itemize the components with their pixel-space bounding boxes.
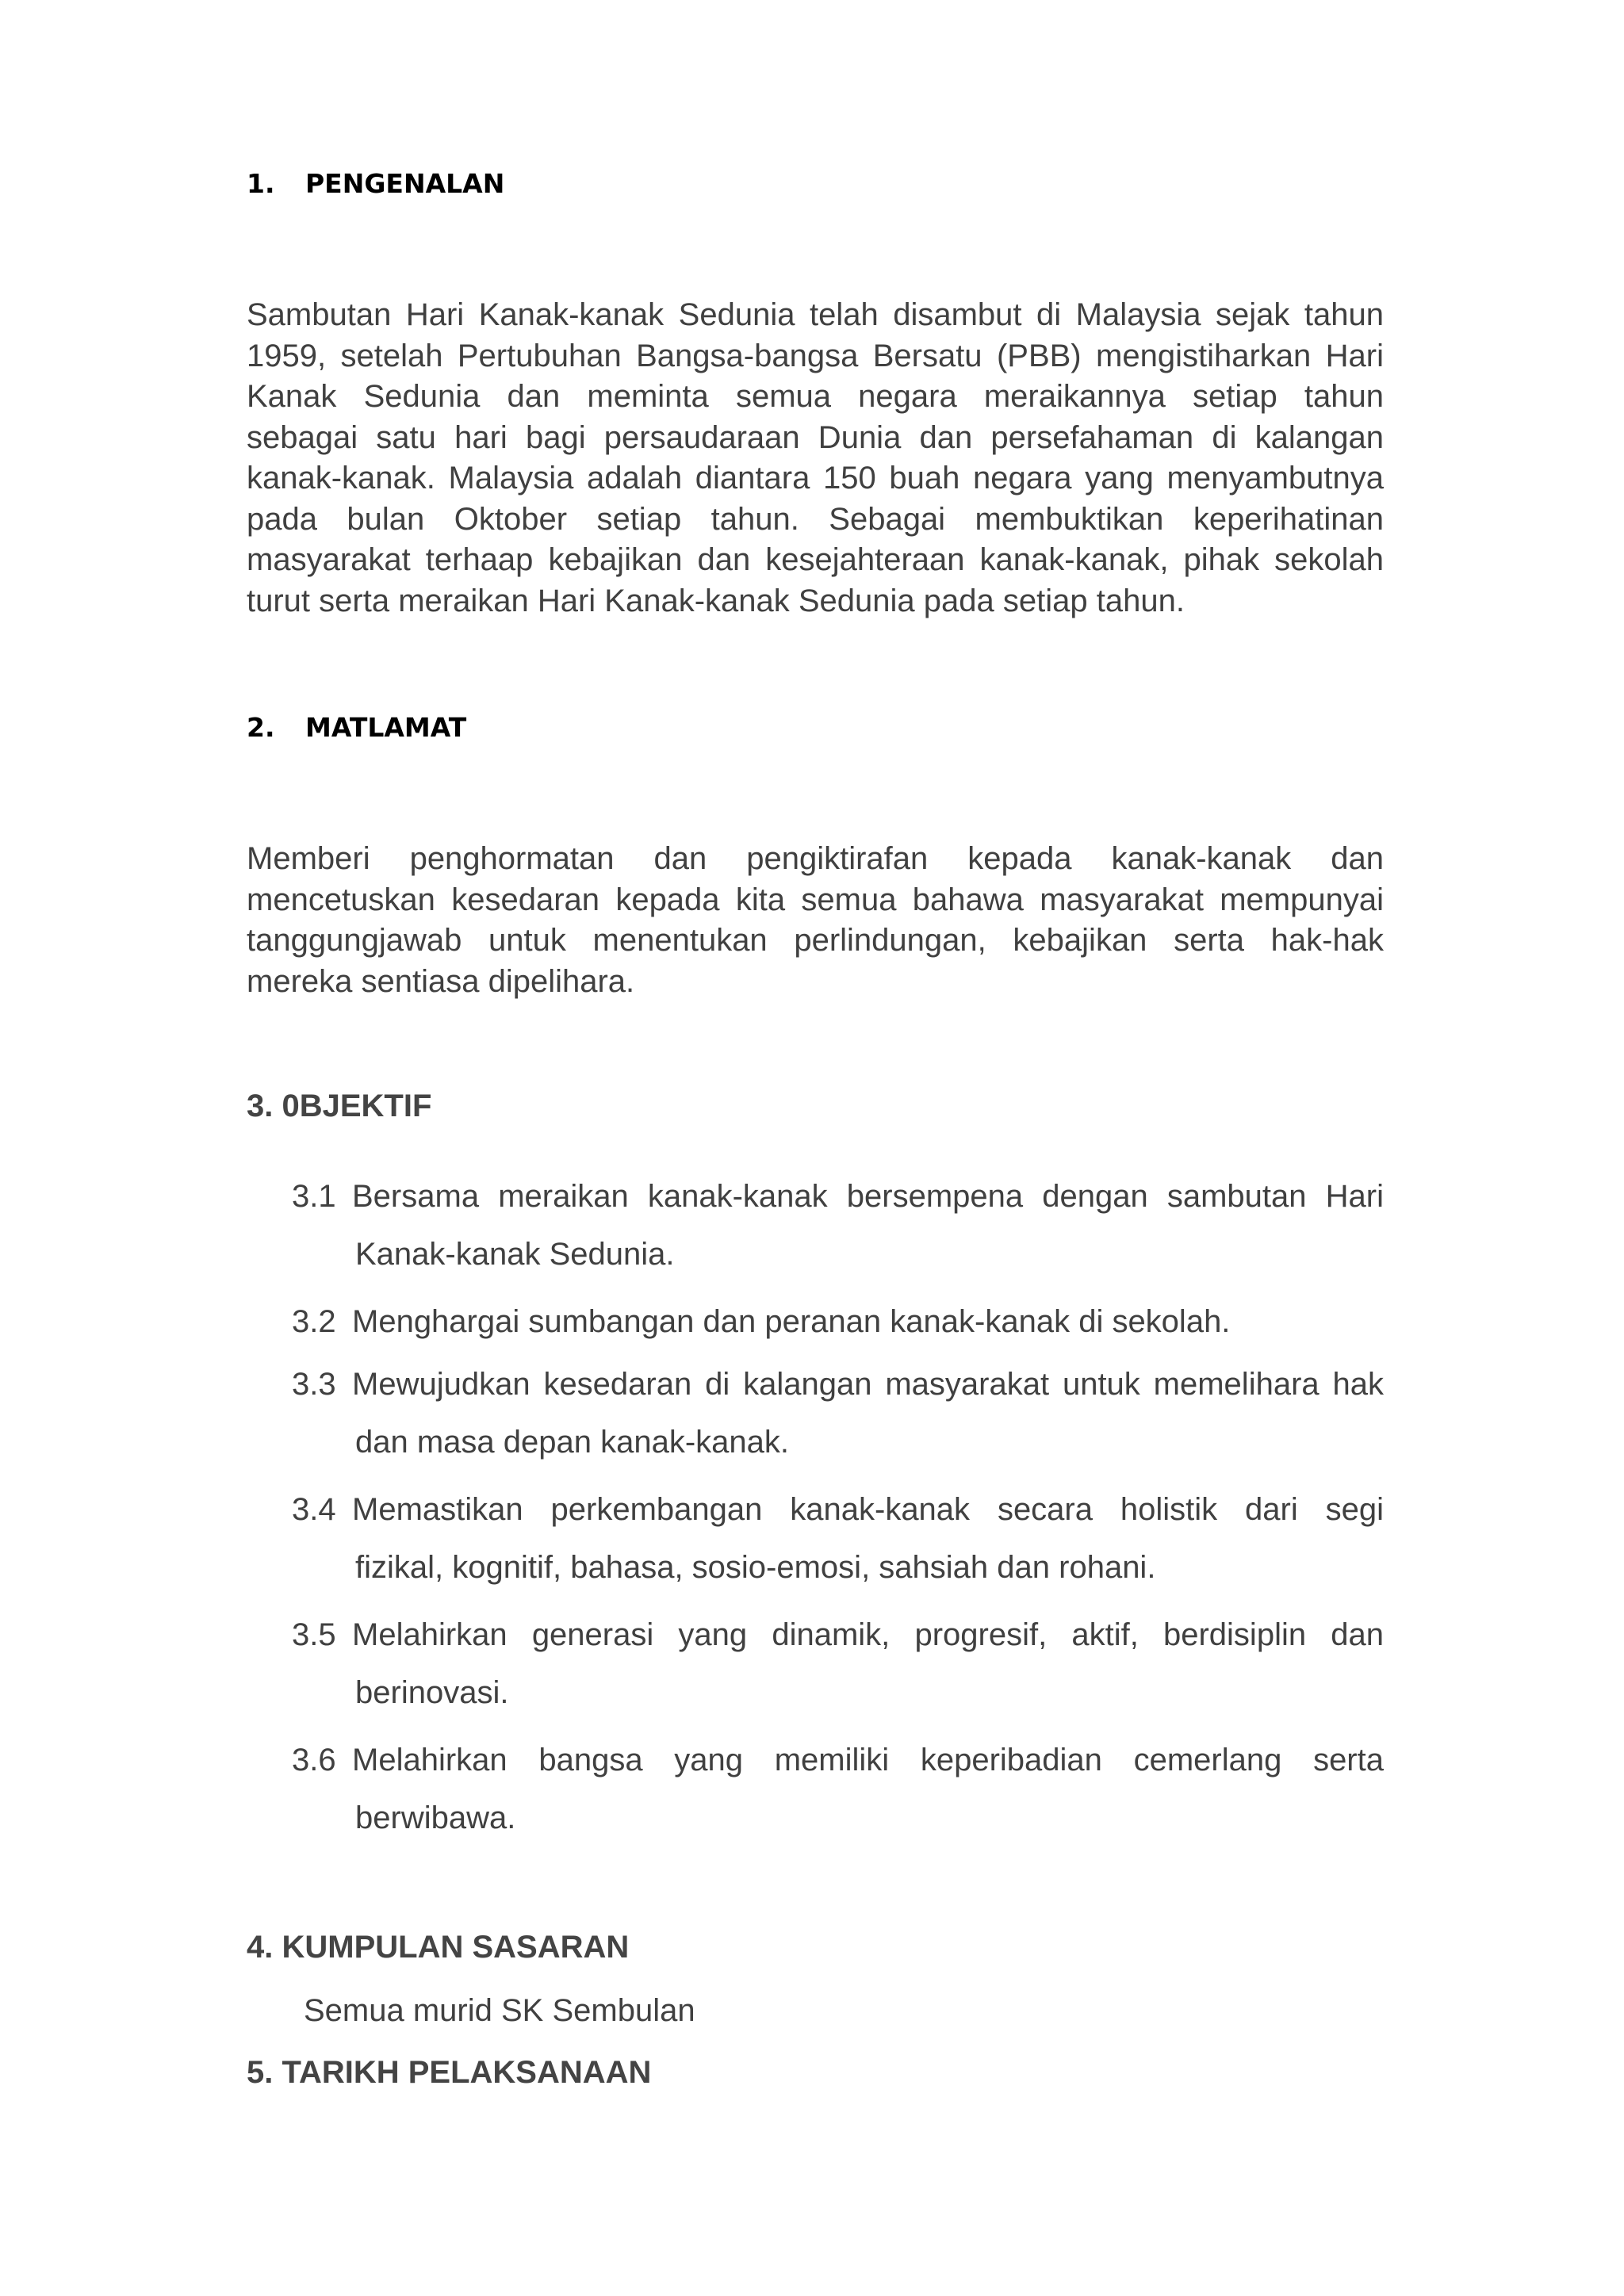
paragraph-line: Memberi penghormatan dan pengiktirafan kepada kanak-kanak dan [247,841,1384,876]
paragraph-line: 1959, setelah Pertubuhan Bangsa-bangsa Bersatu (PBB) mengistiharkan Hari [247,338,1384,373]
section-heading-tarikh-pelaksanaan: 5. TARIKH PELAKSANAAN [247,2055,652,2090]
paragraph-line: mencetuskan kesedaran kepada kita semua bahawa masyarakat mempunyai [247,882,1384,917]
section-number: 1. [247,168,275,199]
objective-item [292,1304,1384,1340]
paragraph-line: tanggungjawab untuk menentukan perlindungan, kebajikan serta hak-hak [247,923,1384,958]
paragraph-pengenalan [247,295,1384,622]
objective-text: Melahirkan generasi yang dinamik, progresif, aktif, berdisiplin dan [352,1617,1384,1652]
section-heading-matlamat [247,712,466,743]
objective-number: 3.6 [292,1743,336,1777]
objective-item [292,1367,1384,1460]
objective-text-continuation: dan masa depan kanak-kanak. [355,1425,790,1460]
objective-text-continuation: fizikal, kognitif, bahasa, sosio-emosi, sahsiah dan rohani. [355,1550,1156,1585]
paragraph-line: kanak-kanak. Malaysia adalah diantara 150 buah negara yang menyambutnya [247,461,1384,496]
objective-text: Mewujudkan kesedaran di kalangan masyarakat untuk memelihara hak [352,1367,1384,1402]
section-heading-kumpulan-sasaran: 4. KUMPULAN SASARAN [247,1930,630,1965]
paragraph-line: masyarakat terhaap kebajikan dan kesejahteraan kanak-kanak, pihak sekolah [247,542,1384,577]
paragraph-line: pada bulan Oktober setiap tahun. Sebagai membuktikan keperihatinan [247,501,1384,537]
objective-number: 3.1 [292,1179,336,1214]
paragraph-line: Sambutan Hari Kanak-kanak Sedunia telah disambut di Malaysia sejak tahun [247,297,1384,332]
objective-text-continuation: Kanak-kanak Sedunia. [355,1237,675,1272]
objective-number: 3.3 [292,1367,336,1402]
objective-text: Menghargai sumbangan dan peranan kanak-kanak di sekolah. [352,1304,1231,1339]
section-number: 2. [247,712,275,743]
objective-text-continuation: berinovasi. [355,1675,509,1710]
paragraph-matlamat [247,839,1384,1002]
section-heading-pengenalan [247,168,504,199]
paragraph-line: Kanak Sedunia dan meminta semua negara meraikannya setiap tahun [247,379,1384,414]
objective-number: 3.4 [292,1492,336,1527]
objective-item [292,1743,1384,1836]
paragraph-line: sebagai satu hari bagi persaudaraan Dunia dan persefahaman di kalangan [247,419,1384,455]
target-group-text: Semua murid SK Sembulan [304,1993,695,2028]
objective-text: Melahirkan bangsa yang memiliki keperibadian cemerlang serta [352,1743,1384,1777]
objective-text: Memastikan perkembangan kanak-kanak secara holistik dari segi [352,1492,1384,1527]
paragraph-line: turut serta meraikan Hari Kanak-kanak Sedunia pada setiap tahun. [247,583,1185,618]
objective-item [292,1617,1384,1711]
objective-item [292,1179,1384,1272]
objective-item [292,1492,1384,1586]
objective-number: 3.5 [292,1617,336,1652]
objective-text-continuation: berwibawa. [355,1800,516,1835]
section-title: PENGENALAN [305,168,505,199]
section-heading-objektif: 3. 0BJEKTIF [247,1089,432,1123]
objective-number: 3.2 [292,1304,336,1339]
objective-text: Bersama meraikan kanak-kanak bersempena dengan sambutan Hari [352,1179,1384,1214]
section-title: MATLAMAT [305,712,467,743]
paragraph-line: mereka sentiasa dipelihara. [247,963,635,999]
